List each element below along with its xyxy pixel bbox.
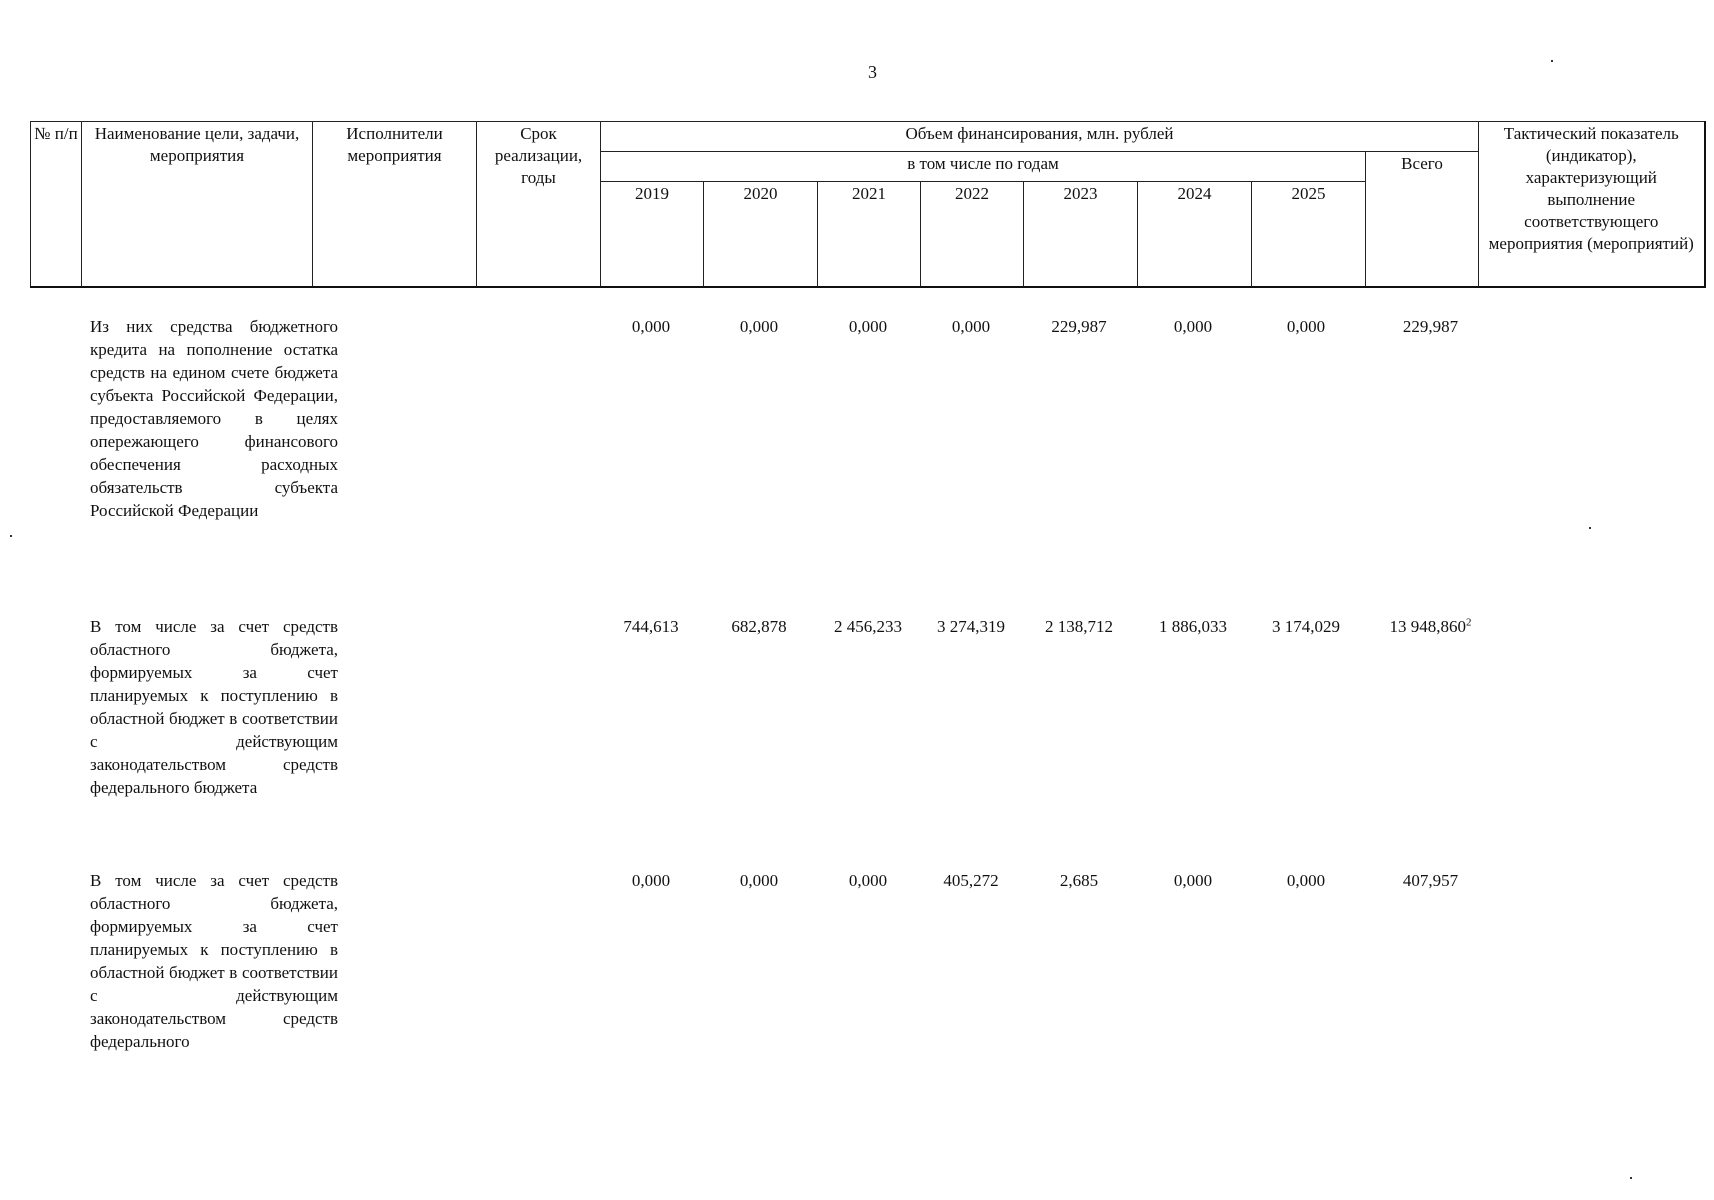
value-total (1368, 869, 1493, 892)
value-2021: 2 456,233 (834, 617, 902, 636)
total-footnote: 2 (1466, 616, 1472, 629)
value-total (1368, 615, 1493, 638)
header-by-years: в том числе по годам (601, 152, 1366, 182)
header-table (30, 121, 1706, 288)
value-2023: 229,987 (1051, 317, 1107, 336)
total-value: 13 948,860 (1389, 617, 1466, 636)
header-total: Всего (1366, 152, 1479, 287)
value-2022: 0,000 (951, 317, 991, 336)
header-year-2019: 2019 (601, 182, 704, 287)
scan-dot (10, 535, 12, 537)
value-2025: 3 174,029 (1272, 617, 1340, 636)
scan-dot (1630, 1177, 1632, 1179)
header-year-2025: 2025 (1252, 182, 1366, 287)
row-description: В том числе за счет средств областного бюджета, формируемых за счет планируемых к поступлению в областной бюджет в соответствии с действующим законодательством средств федерального бюджета (90, 617, 338, 797)
header-name: Наименование цели, задачи, мероприятия (82, 122, 313, 287)
value-2021: 0,000 (848, 871, 888, 890)
row-description: В том числе за счет средств областного бюджета, формируемых за счет планируемых к поступлению в областной бюджет в соответствии с действующим законодательством средств федерального (90, 871, 338, 1051)
value-2024: 0,000 (1173, 317, 1213, 336)
total-value: 407,957 (1402, 871, 1459, 890)
page-number: 3 (868, 62, 877, 82)
value-2023: 2,685 (1059, 871, 1099, 890)
value-total (1368, 315, 1493, 338)
value-2022: 405,272 (943, 871, 999, 890)
value-2021: 0,000 (848, 317, 888, 336)
header-funding: Объем финансирования, млн. рублей (601, 122, 1479, 152)
header-term: Срок реализации, годы (477, 122, 601, 287)
value-2022: 3 274,319 (937, 617, 1005, 636)
value-2024: 1 886,033 (1159, 617, 1227, 636)
header-year-2024: 2024 (1138, 182, 1252, 287)
scan-dot (1551, 60, 1553, 62)
header-executors: Исполнители мероприятия (313, 122, 477, 287)
value-2020: 0,000 (739, 871, 779, 890)
row-description: Из них средства бюджетного кредита на пополнение остатка средств на едином счете бюджета субъекта Российской Федерации, предоставляемого в целях опережающего финансового обеспечения расходных обязательств субъекта Российской Федерации (90, 317, 338, 520)
value-2025: 0,000 (1286, 317, 1326, 336)
value-2020: 682,878 (731, 617, 787, 636)
value-2025: 0,000 (1286, 871, 1326, 890)
total-value: 229,987 (1402, 317, 1459, 336)
header-year-2020: 2020 (704, 182, 818, 287)
header-year-2021: 2021 (818, 182, 921, 287)
value-2023: 2 138,712 (1045, 617, 1113, 636)
value-2019: 0,000 (631, 871, 671, 890)
header-year-2023: 2023 (1024, 182, 1138, 287)
value-2024: 0,000 (1173, 871, 1213, 890)
value-2020: 0,000 (739, 317, 779, 336)
value-2019: 0,000 (631, 317, 671, 336)
scan-dot (1589, 527, 1591, 529)
header-year-2022: 2022 (921, 182, 1024, 287)
header-indicator: Тактический показатель (индикатор), характеризующий выполнение соответствующего мероприятия (мероприятий) (1479, 122, 1705, 287)
value-2019: 744,613 (623, 617, 679, 636)
header-num: № п/п (31, 122, 82, 287)
